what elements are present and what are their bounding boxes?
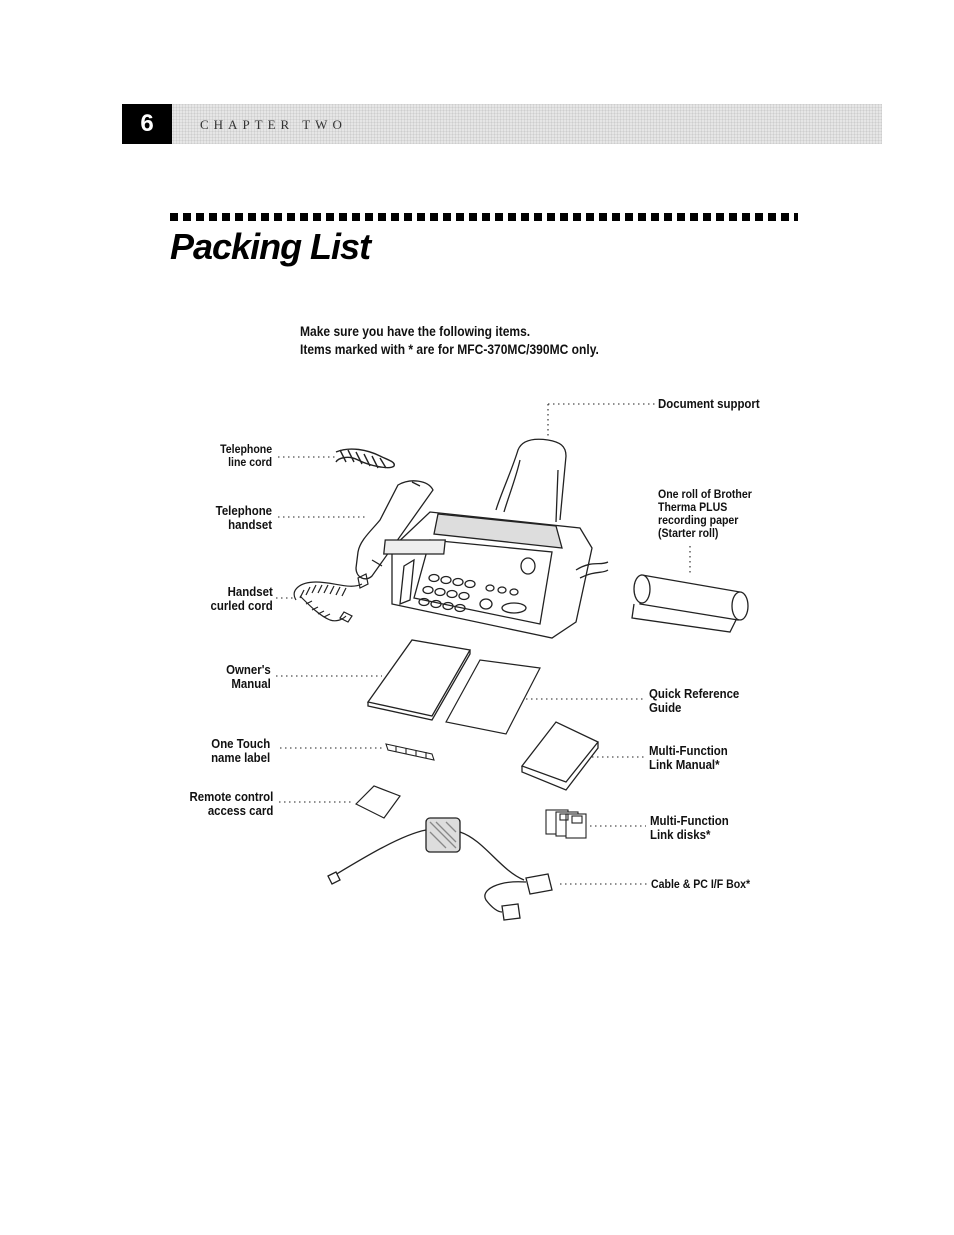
document-support-icon <box>496 439 566 522</box>
label-paper-roll: One roll of Brother Therma PLUS recording paper (Starter roll) <box>658 487 752 540</box>
label-telephone-line-cord: Telephone line cord <box>219 442 272 469</box>
curled-cord-icon <box>294 574 368 622</box>
floppy-disk-icon <box>546 810 586 838</box>
label-mfl-disks: Multi-Function Link disks* <box>650 813 729 842</box>
label-handset-curled-cord: Handset curled cord <box>210 584 273 613</box>
label-quick-reference: Quick Reference Guide <box>649 686 740 715</box>
label-document-support: Document support <box>658 396 760 411</box>
telephone-cord-icon <box>336 449 394 468</box>
access-card-icon <box>356 786 400 818</box>
fax-machine-icon <box>384 512 608 638</box>
name-label-icon <box>386 744 434 760</box>
label-remote-control-card: Remote control access card <box>189 789 273 818</box>
label-one-touch-name-label: One Touch name label <box>210 736 270 765</box>
paper-roll-icon <box>632 575 748 632</box>
cable-box-icon <box>328 818 552 920</box>
intro-line-2: Items marked with * are for MFC-370MC/390MC only. <box>300 341 599 357</box>
label-owners-manual: Owner's Manual <box>226 662 271 691</box>
chapter-label: CHAPTER TWO <box>200 117 347 132</box>
mfl-manual-icon <box>522 722 598 790</box>
label-mfl-manual: Multi-Function Link Manual* <box>649 743 728 772</box>
label-telephone-handset: Telephone handset <box>215 503 272 532</box>
page-title: Packing List <box>170 226 371 267</box>
label-cable-box: Cable & PC I/F Box* <box>651 877 751 891</box>
chapter-number: 6 <box>140 110 154 137</box>
intro-line-1: Make sure you have the following items. <box>300 323 531 339</box>
leader-document-support <box>548 404 655 436</box>
